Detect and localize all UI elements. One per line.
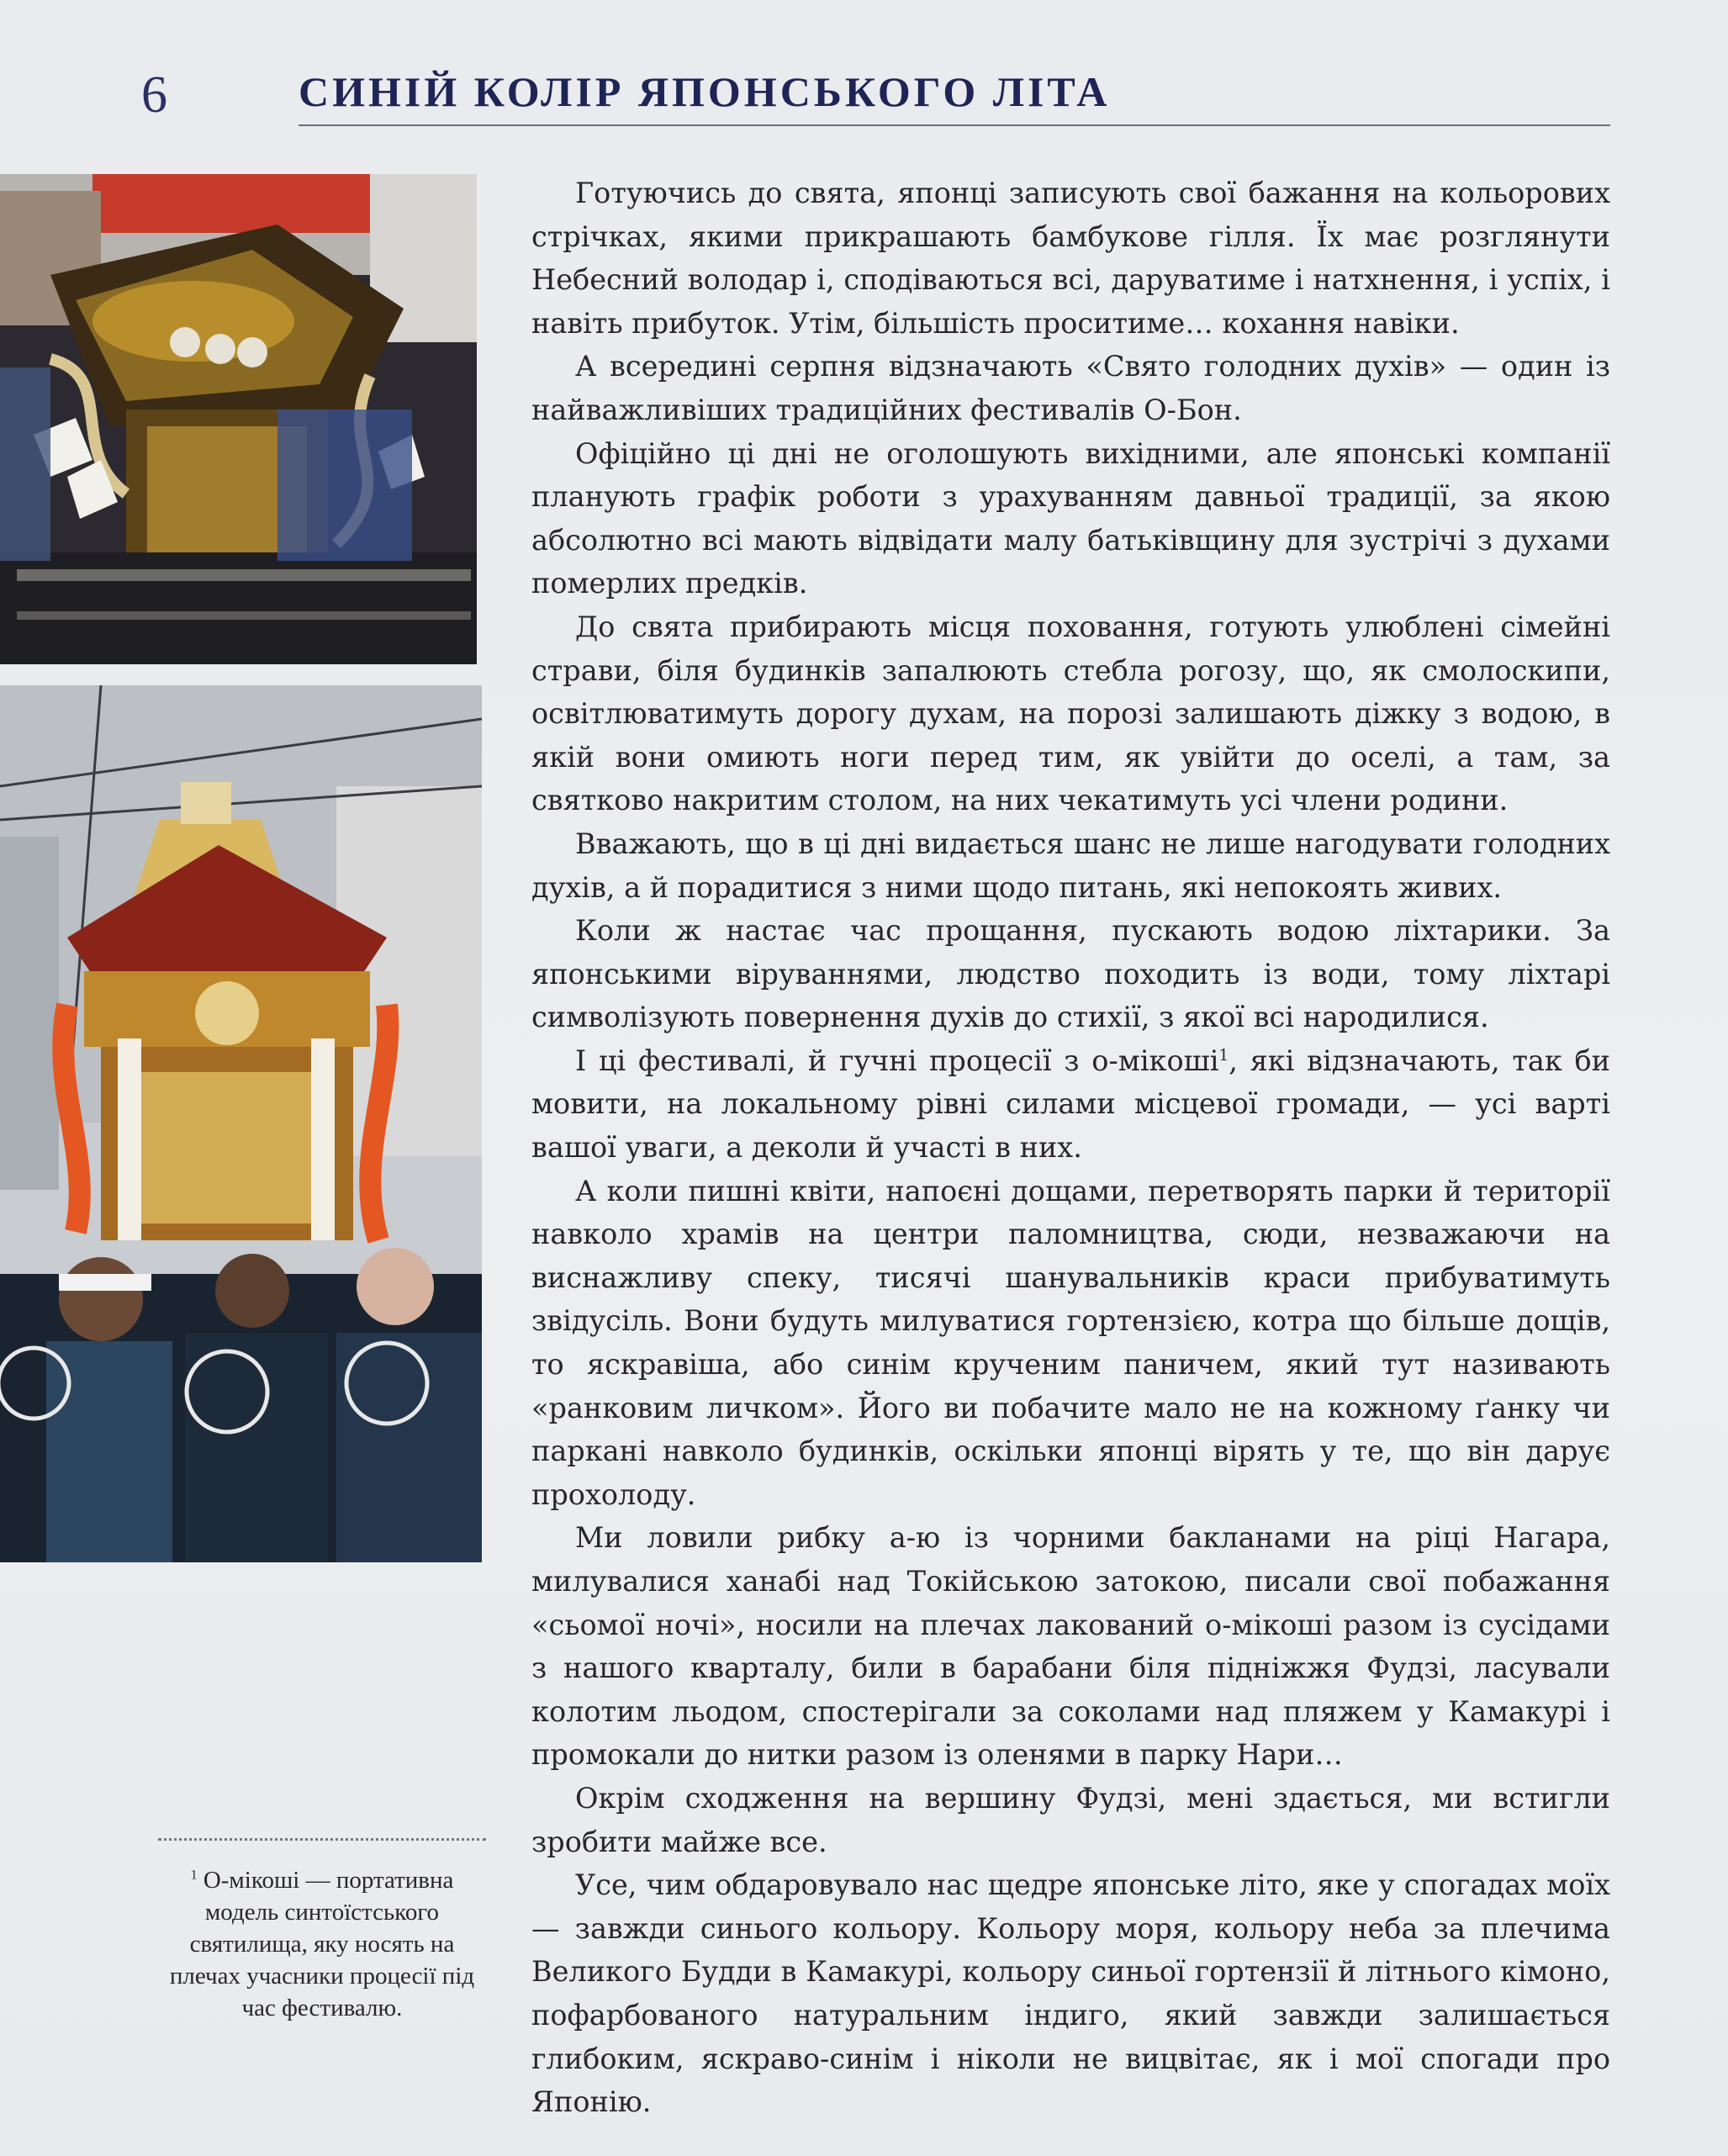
paragraph: Вважають, що в ці дні видається шанс не лише нагодувати голодних духів, а й порадитися з ними щодо питань, які непокоять живих. [531,827,1610,904]
footnote-text: О-мікоші — портативна модель синтоїстського святилища, яку носять на плечах учасники процесії під час фестивалю. [169,1867,475,2021]
mikoshi-shrine-photo [0,174,477,664]
footnote [158,1864,486,2024]
paragraph: Готуючись до свята, японці записують свої бажання на кольорових стрічках, якими прикрашають бамбукове гілля. Їх має розглянути Небесний володар і, сподіваються всі, даруватиме і натхнення, і успіх, і навіть прибуток. Утім, більшість проситиме… кохання навіки. [531,177,1610,340]
paragraph [531,1039,1610,1170]
paragraph: Ми ловили рибку а-ю із чорними бакланами на ріці Нагара, милувалися ханабі над Токійською затокою, писали свої побажання «сьомої ночі», носили на плечах лакований о-мікоші разом із сусідами з нашого кварталу, били в барабани біля підніжжя Фудзі, ласували колотим льодом, спостерігали за соколами над пляжем у Камакурі і промокали до нитки разом із оленями в парку Нари… [531,1521,1610,1772]
paragraph: Окрім сходження на вершину Фудзі, мені здається, ми встигли зробити майже все. [531,1781,1610,1858]
paragraph: До свята прибирають місця поховання, готують улюблені сімейні страви, біля будинків запалюють стебла рогозу, що, як смолоскипи, освітлюватимуть дорогу духам, на порозі залишають діжку з водою, в якій вони омиють ноги перед тим, як увійти до оселі, а там, за святково накритим столом, на них чекатимуть усі члени родини. [531,610,1610,817]
page-number: 6 [141,66,167,124]
mikoshi-shrine-illustration [0,174,477,664]
body-text [531,172,1610,2124]
running-title: СИНІЙ КОЛІР ЯПОНСЬКОГО ЛІТА [299,68,1111,115]
footnote-number: 1 [190,1868,198,1883]
paragraph-text: І ці фестивалі, й гучні процесії з о-мікоші [575,1044,1219,1077]
paragraph: А всередині серпня відзначають «Свято голодних духів» — один із найважливіших традиційних фестивалів О-Бон. [531,350,1610,426]
footnote-reference[interactable]: 1 [1218,1046,1229,1065]
paragraph: Офіційно ці дні не оголошують вихідними, але японські компанії планують графік роботи з урахуванням давньої традиції, за якою абсолютно всі мають відвідати малу батьківщину для зустрічі з духами померлих предків. [531,436,1610,600]
header-rule [299,124,1610,126]
footnote-separator [158,1838,486,1841]
mikoshi-procession-photo [0,685,482,1562]
paragraph: А коли пишні квіти, напоєні дощами, перетворять парки й території навколо храмів на центри паломництва, сюди, незважаючи на виснажливу спеку, тисячі шанувальників краси прибуватимуть звідусіль. Вони будуть милуватися гортензією, котра що більше дощів, то яскравіша, або синім крученим паничем, який тут називають «ранковим личком». Його ви побачите мало не на кожному ґанку чи паркані навколо будинків, оскільки японці вірять у те, що він дарує прохолоду. [531,1174,1610,1511]
mikoshi-procession-illustration [0,685,482,1562]
paragraph: Коли ж настає час прощання, пускають водою ліхтарики. За японськими віруваннями, людство походить із води, тому ліхтарі символізують повернення духів до стихії, з якої всі народилися. [531,914,1610,1034]
paragraph: Усе, чим обдаровувало нас щедре японське літо, яке у спогадах моїх — завжди синього кольору. Кольору моря, кольору неба за плечима Великого Будди в Камакурі, кольору синьої гортензії й літнього кімоно, пофарбованого натуральним індиго, який завжди залишається глибоким, яскраво-синім і ніколи не вицвітає, як і мої спогади про Японію. [531,1868,1610,2119]
paragraph-text: , які відзначають, так би мовити, на локальному рівні силами місцевої громади, — усі варті вашої уваги, а деколи й участі в них. [531,1044,1610,1165]
